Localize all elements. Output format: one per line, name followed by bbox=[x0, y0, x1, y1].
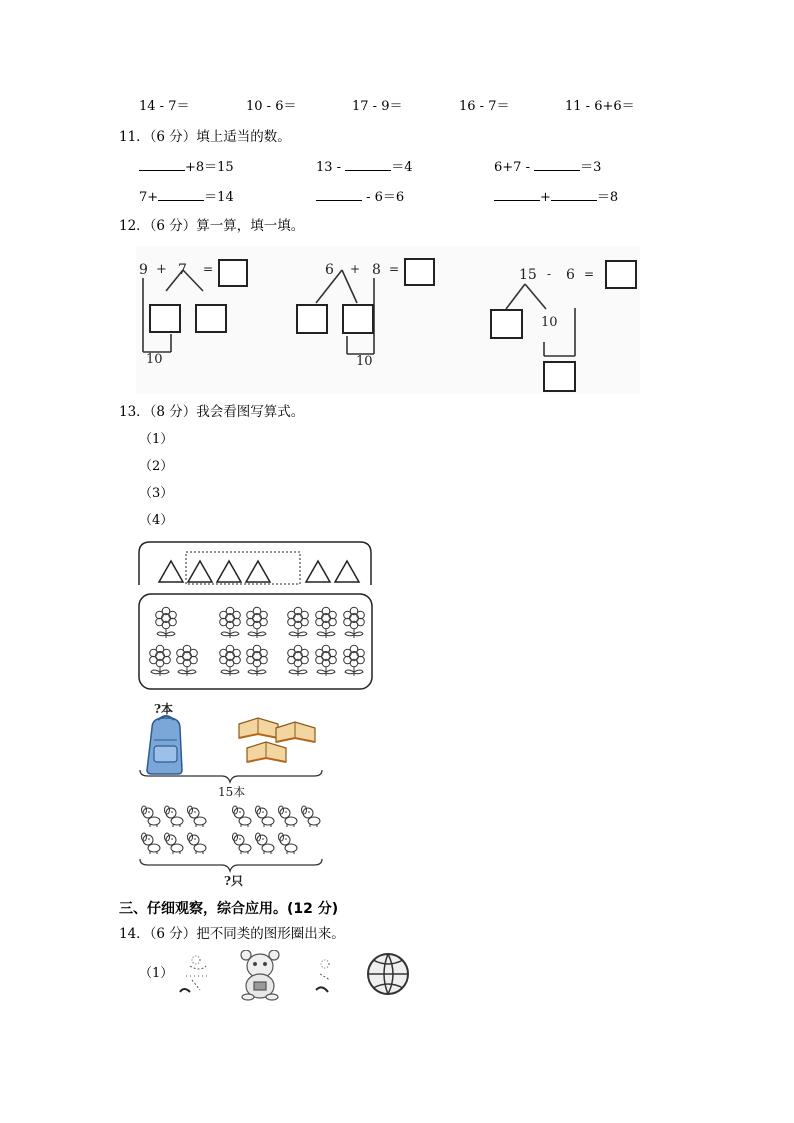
answer-box[interactable] bbox=[543, 361, 576, 392]
answer-box[interactable] bbox=[342, 304, 374, 334]
backpack-icon bbox=[147, 716, 182, 774]
ten: 10 bbox=[356, 354, 373, 369]
eq: = bbox=[203, 262, 214, 276]
op: - bbox=[547, 267, 552, 281]
post: ＝4 bbox=[391, 160, 413, 175]
flowers-graphic bbox=[138, 593, 373, 691]
q13-item: （3） bbox=[139, 486, 174, 501]
q11-item bbox=[139, 188, 234, 206]
q11-item bbox=[316, 188, 404, 206]
answer-box[interactable] bbox=[195, 304, 227, 333]
eq: = bbox=[584, 267, 595, 281]
expr: 17 - 9＝ bbox=[352, 99, 403, 114]
dog-icon bbox=[142, 806, 161, 827]
q12-figure bbox=[136, 246, 640, 394]
num-b: 8 bbox=[372, 262, 381, 278]
triangle-icon bbox=[188, 561, 212, 582]
answer-box[interactable] bbox=[149, 304, 181, 333]
branch-line bbox=[506, 284, 525, 309]
sketch-toy-icon bbox=[180, 956, 208, 992]
dog-icon bbox=[233, 833, 252, 854]
q14-item: （1） bbox=[139, 966, 174, 981]
answer-box[interactable] bbox=[404, 258, 435, 286]
post: ＝3 bbox=[580, 160, 602, 175]
flowers-figure bbox=[138, 593, 373, 691]
mid: + bbox=[540, 190, 551, 205]
books-figure bbox=[138, 700, 326, 800]
dog-icon bbox=[302, 806, 321, 827]
post: ＝14 bbox=[204, 190, 234, 205]
triangle-icon bbox=[217, 561, 241, 582]
post: +8＝15 bbox=[185, 160, 234, 175]
answer-blank[interactable] bbox=[139, 158, 185, 171]
dog-icon bbox=[279, 806, 298, 827]
basketball-icon bbox=[368, 954, 408, 994]
answer-blank[interactable] bbox=[158, 188, 204, 201]
sketch-animal-icon bbox=[316, 960, 330, 992]
total-brace bbox=[140, 859, 322, 871]
dog-icon bbox=[165, 806, 184, 827]
triangle-icon bbox=[159, 561, 183, 582]
answer-box[interactable] bbox=[490, 309, 523, 339]
dog-icon bbox=[256, 833, 275, 854]
q13-item: （1） bbox=[139, 432, 174, 447]
q13-item: （4） bbox=[139, 513, 174, 528]
books-total: 15本 bbox=[218, 785, 246, 799]
dogs-question: ?只 bbox=[224, 874, 244, 888]
ten: 10 bbox=[146, 352, 163, 367]
op: + bbox=[350, 262, 361, 276]
triangle-icon bbox=[246, 561, 270, 582]
q11-item bbox=[494, 188, 618, 206]
book-icon bbox=[239, 718, 278, 738]
q11-item bbox=[139, 158, 234, 176]
section-header: 三、仔细观察，综合应用。(12 分) bbox=[119, 901, 339, 917]
book-icon bbox=[276, 722, 315, 742]
expr: 10 - 6＝ bbox=[246, 99, 297, 114]
triangles-figure bbox=[138, 541, 372, 587]
triangles-graphic bbox=[138, 541, 372, 587]
dog-icon bbox=[142, 833, 161, 854]
expr: 16 - 7＝ bbox=[459, 99, 510, 114]
answer-blank[interactable] bbox=[316, 188, 362, 201]
post: - 6＝6 bbox=[362, 190, 405, 205]
dog-icon bbox=[188, 833, 207, 854]
num-a: 6 bbox=[325, 262, 334, 278]
answer-box[interactable] bbox=[296, 304, 328, 334]
num-a: 9 bbox=[139, 262, 148, 278]
op: + bbox=[156, 262, 167, 277]
num-a: 15 bbox=[519, 267, 537, 283]
q14-title: 14．（6 分）把不同类的图形圈出来。 bbox=[119, 926, 345, 942]
post: ＝8 bbox=[596, 190, 619, 205]
book-icon bbox=[247, 742, 286, 762]
triangle-icon bbox=[335, 561, 359, 582]
answer-blank[interactable] bbox=[551, 188, 597, 201]
q11-title: 11．（6 分）填上适当的数。 bbox=[119, 129, 291, 145]
ten: 10 bbox=[541, 315, 558, 330]
books-question: ?本 bbox=[154, 702, 174, 716]
q13-title: 13．（8 分）我会看图写算式。 bbox=[119, 404, 305, 420]
dogs-figure bbox=[138, 803, 326, 889]
dog-icon bbox=[165, 833, 184, 854]
dog-icon bbox=[233, 806, 252, 827]
teddy-bear-icon bbox=[241, 950, 279, 1000]
dog-icon bbox=[279, 833, 298, 854]
dog-icon bbox=[188, 806, 207, 827]
eq: = bbox=[389, 262, 400, 276]
expr: 14 - 7＝ bbox=[139, 99, 190, 114]
answer-box[interactable] bbox=[605, 260, 637, 289]
q11-item bbox=[316, 158, 412, 176]
num-b: 6 bbox=[566, 267, 575, 283]
answer-blank[interactable] bbox=[534, 158, 580, 171]
pre: 13 - bbox=[316, 160, 346, 175]
num-b: 7 bbox=[178, 262, 187, 278]
q11-item bbox=[494, 158, 601, 176]
q12-title: 12．（6 分）算一算，填一填。 bbox=[119, 218, 305, 234]
branch-line bbox=[525, 284, 546, 309]
dog-icon bbox=[256, 806, 275, 827]
q13-item: （2） bbox=[139, 459, 174, 474]
answer-box[interactable] bbox=[218, 259, 248, 287]
triangle-icon bbox=[306, 561, 330, 582]
q14-figure bbox=[170, 950, 414, 1002]
expr: 11 - 6+6＝ bbox=[565, 99, 635, 114]
q14-graphic bbox=[170, 950, 414, 1002]
answer-blank[interactable] bbox=[494, 188, 540, 201]
pre: 6+7 - bbox=[494, 160, 535, 175]
answer-blank[interactable] bbox=[345, 158, 391, 171]
pre: 7+ bbox=[139, 190, 159, 205]
